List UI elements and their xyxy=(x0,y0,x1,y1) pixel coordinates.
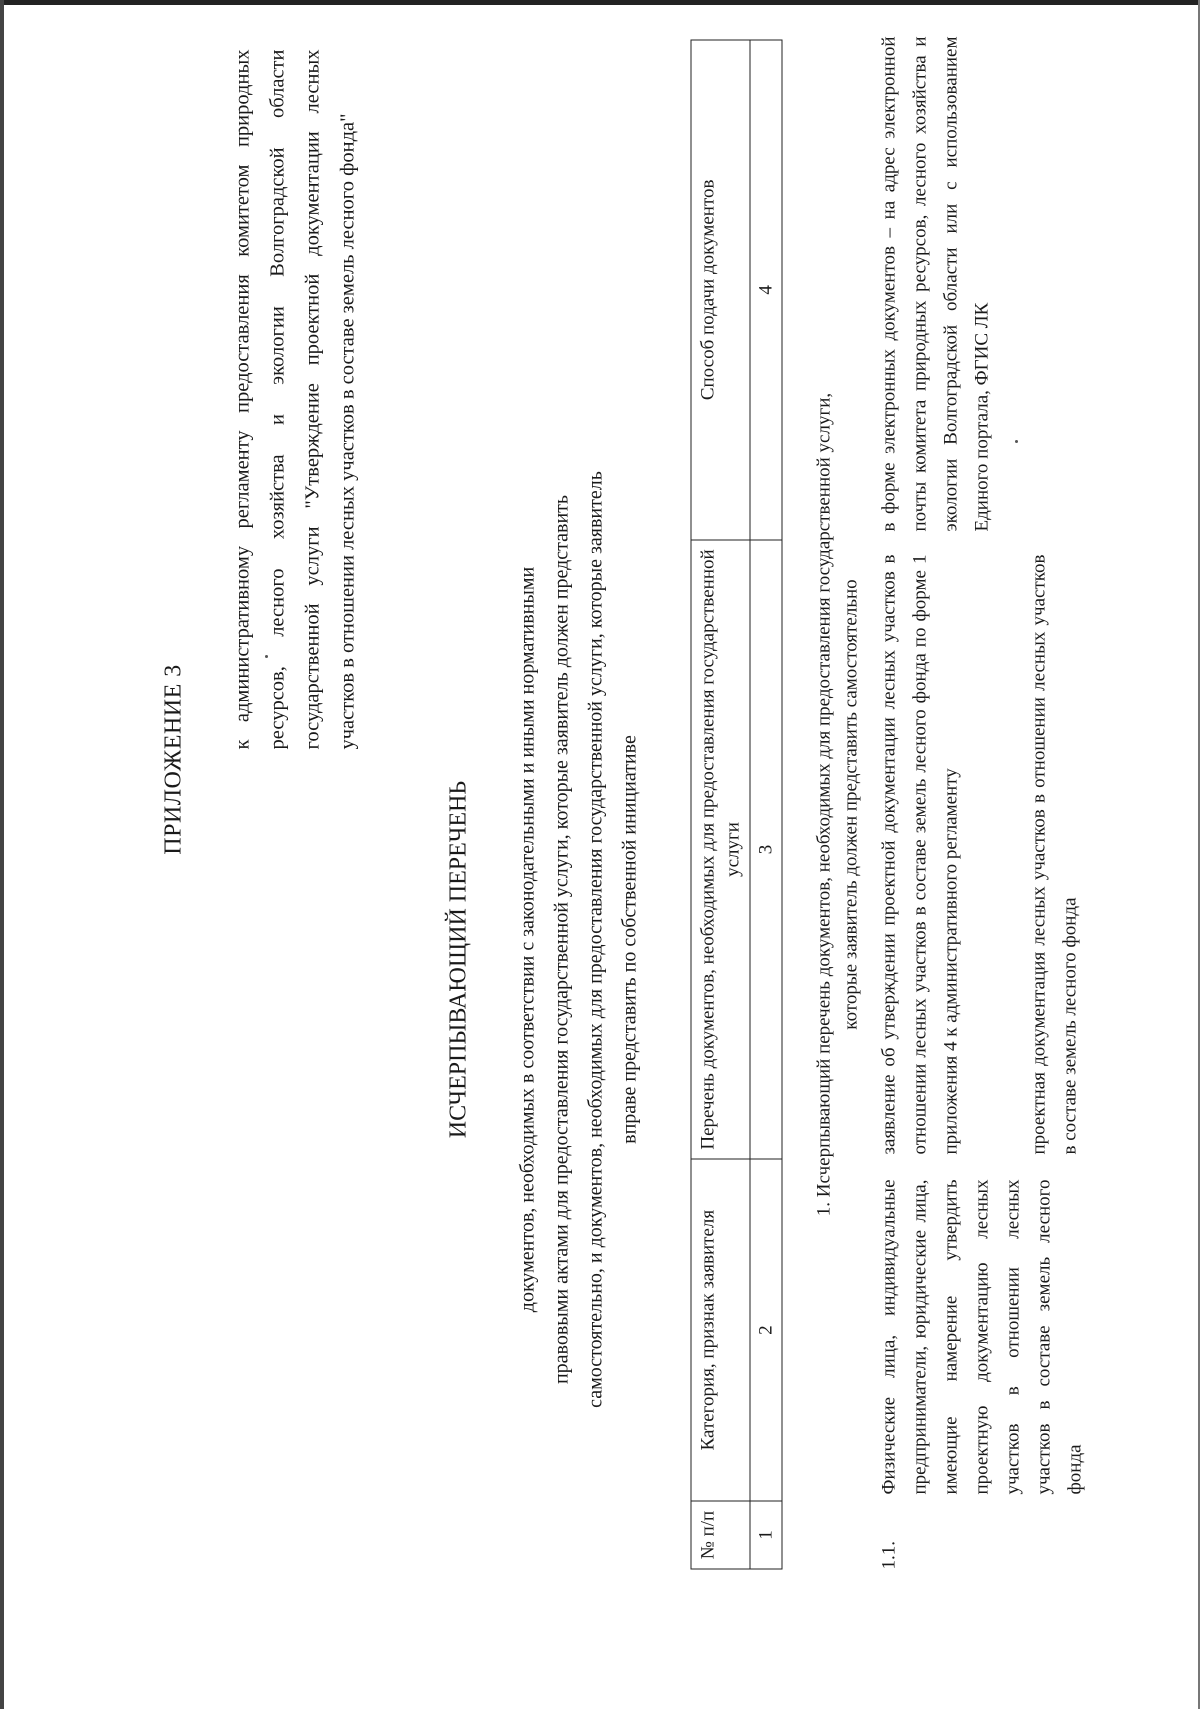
column-number: 2 xyxy=(750,1159,782,1501)
column-number: 4 xyxy=(750,40,782,540)
row-document-application: заявление об утверждении проектной документации лесных участков в отношении лесных участков в составе земель лесного фонда по форме 1 приложения 4 к административного регламенту xyxy=(878,554,961,1154)
documents-table xyxy=(690,39,782,1569)
header-documents: Перечень документов, необходимых для предоставления государственной услуги xyxy=(691,539,750,1159)
header-number: № п/п xyxy=(691,1501,750,1569)
row-number: 1.1. xyxy=(878,1540,899,1569)
row-category: Физические лица, индивидуальные предприниматели, юридические лица, имеющие намерение утвердить проектную документацию лесных участков в отношении лесных участков в составе земель лесного фонда xyxy=(878,1179,1085,1494)
appendix-caption: к административному регламенту предоставления комитетом природных ресурсов, лесного хозяйства и экологии Волгоградской области государственной услуги "Утверждение проектной документации лесных участков в отношении лесных участков в составе земель лесного фонда" xyxy=(231,49,358,749)
section-title xyxy=(810,179,864,1429)
subheading-line: самостоятельно, и документов, необходимых для предоставления государственной услуги, которые заявитель xyxy=(584,470,606,1408)
document-subheading xyxy=(510,339,646,1539)
appendix-title: ПРИЛОЖЕНИЕ 3 xyxy=(160,663,186,855)
header-method: Способ подачи документов xyxy=(691,40,750,540)
row-document-project: проектная документация лесных участков в отношении лесных участков в составе земель лесного фонда xyxy=(1028,554,1080,1154)
header-category: Категория, признак заявителя xyxy=(691,1159,750,1501)
document-heading: ИСЧЕРПЫВАЮЩИЙ ПЕРЕЧЕНЬ xyxy=(445,780,471,1138)
subheading-line: вправе представить по собственной инициативе xyxy=(618,734,640,1144)
table-header-row xyxy=(691,40,750,1569)
column-number: 3 xyxy=(750,539,782,1159)
row-submission-method: в форме электронных документов – на адрес электронной почты комитета природных ресурсов, лесного хозяйства и экологии Волгоградской области или с использованием Единого портала, ФГИС ЛК xyxy=(878,36,992,531)
section-title-line: 1. Исчерпывающий перечень документов, необходимых для предоставления государственной услуги, xyxy=(813,392,834,1216)
column-number: 1 xyxy=(750,1501,782,1569)
subheading-line: документов, необходимых в соответствии с законодательными и иными нормативными xyxy=(516,566,538,1312)
column-number-row xyxy=(750,40,782,1569)
subheading-line: правовыми актами для предоставления государственной услуги, которые заявитель должен представить xyxy=(550,494,572,1384)
section-title-line: которые заявитель должен представить самостоятельно xyxy=(840,578,861,1030)
